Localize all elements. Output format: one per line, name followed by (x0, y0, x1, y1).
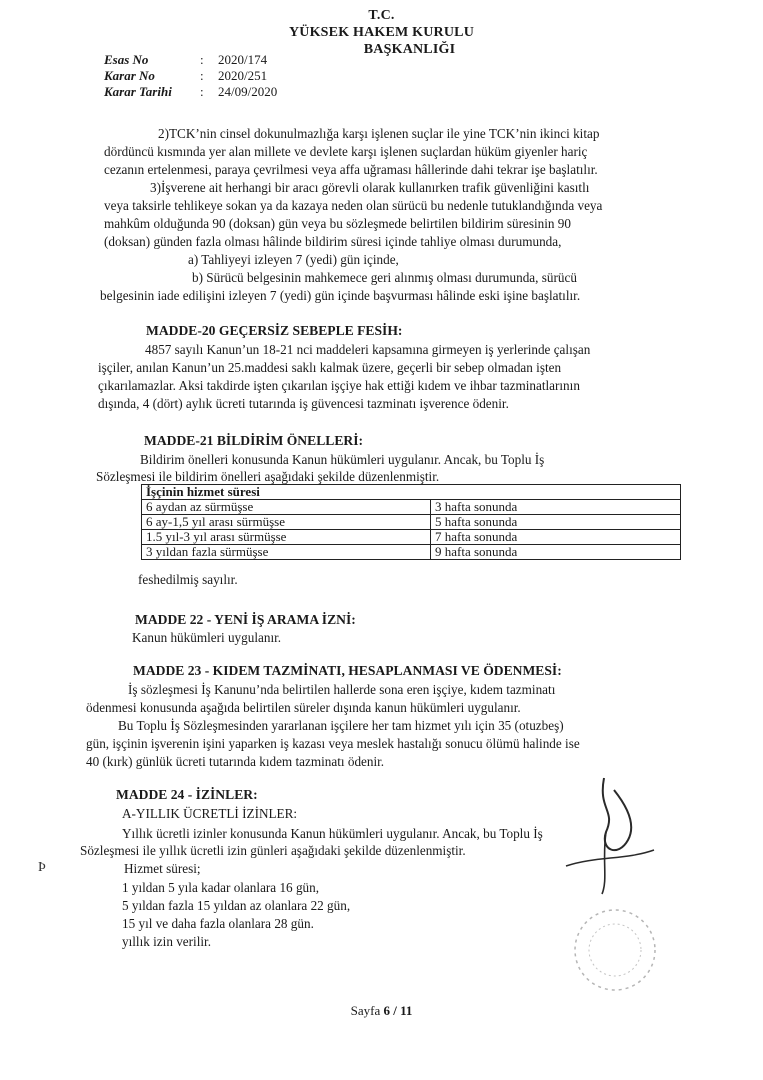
body-line: yıllık izin verilir. (122, 934, 212, 949)
section-heading-madde-21: MADDE-21 BİLDİRİM ÖNELLERİ: (144, 433, 364, 448)
body-line: çıkarılamazlar. Aksi takdirde işten çıkarılan işçiye hak ettiği kıdem ve ihbar tazminatlarının (98, 378, 580, 393)
body-line: feshedilmiş sayılır. (138, 572, 238, 587)
table-cell-notice: 3 hafta sonunda (431, 500, 681, 515)
body-line: 5 yıldan fazla 15 yıldan az olanlara 22 gün, (122, 898, 351, 913)
body-line: Bu Toplu İş Sözleşmesinden yararlanan işçilere her tam hizmet yılı için 35 (otuzbeş) (118, 718, 564, 733)
section-heading-madde-20: MADDE-20 GEÇERSİZ SEBEPLE FESİH: (146, 323, 403, 338)
meta-karar: Karar No : 2020/251 (104, 68, 268, 83)
table-cell-notice: 7 hafta sonunda (431, 530, 681, 545)
body-line: Sözleşmesi ile bildirim önelleri aşağıdaki şekilde düzenlenmiştir. (96, 469, 440, 484)
section-heading-madde-22: MADDE 22 - YENİ İŞ ARAMA İZNİ: (135, 612, 356, 627)
body-line: b) Sürücü belgesinin mahkemece geri alınmış olması durumunda, sürücü (192, 270, 577, 285)
body-line: 40 (kırk) günlük ücreti tutarında kıdem tazminatı ödenir. (86, 754, 385, 769)
body-line: Sözleşmesi ile yıllık ücretli izin günleri aşağıdaki şekilde düzenlenmiştir. (80, 843, 466, 858)
notice-period-table (141, 484, 681, 560)
body-line: 4857 sayılı Kanun’un 18-21 nci maddeleri kapsamına girmeyen iş yerlerinde çalışan (145, 342, 591, 357)
body-line: 3)İşverene ait herhangi bir aracı görevli olarak kullanırken trafik güvenliğini kasıtlı (150, 180, 590, 195)
section-heading-madde-24: MADDE 24 - İZİNLER: (116, 787, 258, 802)
table-cell-period: 1.5 yıl-3 yıl arası sürmüşse (142, 530, 431, 545)
meta-esas: Esas No : 2020/174 (104, 52, 268, 67)
body-line: 1 yıldan 5 yıla kadar olanlara 16 gün, (122, 880, 320, 895)
body-line: 15 yıl ve daha fazla olanlara 28 gün. (122, 916, 314, 931)
body-line: 2)TCK’nin cinsel dokunulmazlığa karşı işlenen suçlar ile yine TCK’nin ikinci kitap (158, 126, 600, 141)
case-meta (104, 52, 277, 100)
body-line: ödenmesi konusunda aşağıda belirtilen süreler dışında kanun hükümleri uygulanır. (86, 700, 521, 715)
body-line: Bildirim önelleri konusunda Kanun hükümleri uygulanır. Ancak, bu Toplu İş (140, 452, 545, 467)
meta-karar-tarihi: Karar Tarihi : 24/09/2020 (104, 84, 278, 99)
body-line: Kanun hükümleri uygulanır. (132, 630, 282, 645)
body-line: (doksan) günden fazla olması hâlinde bildirim süresi içinde tahliye olması durumunda, (104, 234, 562, 249)
table-row (142, 545, 681, 560)
table-cell-period: 6 aydan az sürmüşse (142, 500, 431, 515)
stamp-image (560, 880, 660, 1020)
body-line: dördüncü kısmında yer alan millete ve devlete karşı işlenen suçlardan hüküm giyenler hariç (104, 144, 588, 159)
table-row (142, 530, 681, 545)
page-footer-prefix: Sayfa (350, 1003, 381, 1018)
table-row (142, 500, 681, 515)
page-number: 6 / 11 (383, 1003, 413, 1018)
body-line: dışında, 4 (dört) aylık ücreti tutarında iş güvencesi tazminatı işverence ödenir. (98, 396, 509, 411)
section-heading-madde-23: MADDE 23 - KIDEM TAZMİNATI, HESAPLANMASI VE ÖDENMESİ: (133, 663, 562, 678)
header-presidency: BAŞKANLIĞI (363, 42, 456, 57)
body-line: mahkûm olduğunda 90 (doksan) gün veya bu sözleşmede belirtilen bildirim süresinin 90 (104, 216, 571, 231)
subheading-annual-leave: A-YILLIK ÜCRETLİ İZİNLER: (122, 806, 298, 821)
header-institution: YÜKSEK HAKEM KURULU (288, 25, 475, 40)
header-tc: T.C. (368, 8, 395, 23)
margin-mark: Þ (38, 860, 46, 875)
page-footer (0, 1003, 763, 1019)
table-header-cell: İşçinin hizmet süresi (142, 485, 681, 500)
body-line: İş sözleşmesi İş Kanunu’nda belirtilen hallerde sona eren işçiye, kıdem tazminatı (128, 682, 556, 697)
table-cell-notice: 5 hafta sonunda (431, 515, 681, 530)
body-line: Hizmet süresi; (124, 861, 201, 876)
table-cell-notice: 9 hafta sonunda (431, 545, 681, 560)
body-line: veya taksirle tehlikeye sokan ya da kazaya neden olan sürücü bu nedenle tutuklandığında veya (104, 198, 603, 213)
body-line: a) Tahliyeyi izleyen 7 (yedi) gün içinde, (188, 252, 399, 267)
body-line: belgesinin iade edilişini izleyen 7 (yedi) gün içinde başvurması hâlinde eski işine başlatılır. (100, 288, 581, 303)
body-line: Yıllık ücretli izinler konusunda Kanun hükümleri uygulanır. Ancak, bu Toplu İş (122, 826, 543, 841)
table-row (142, 515, 681, 530)
body-line: işçiler, anılan Kanun’un 25.maddesi saklı kalmak üzere, geçerli bir sebep olmadan işten (98, 360, 562, 375)
body-line: gün, işçinin işverenin işini yaparken iş kazası veya meslek hastalığı sonucu ölümü halinde ise (86, 736, 580, 751)
table-cell-period: 3 yıldan fazla sürmüşse (142, 545, 431, 560)
table-header-row (142, 485, 681, 500)
body-line: cezanın ertelenmesi, paraya çevrilmesi veya affa uğraması hâllerinde dahi tekrar işe başlatılır. (104, 162, 598, 177)
table-cell-period: 6 ay-1,5 yıl arası sürmüşse (142, 515, 431, 530)
